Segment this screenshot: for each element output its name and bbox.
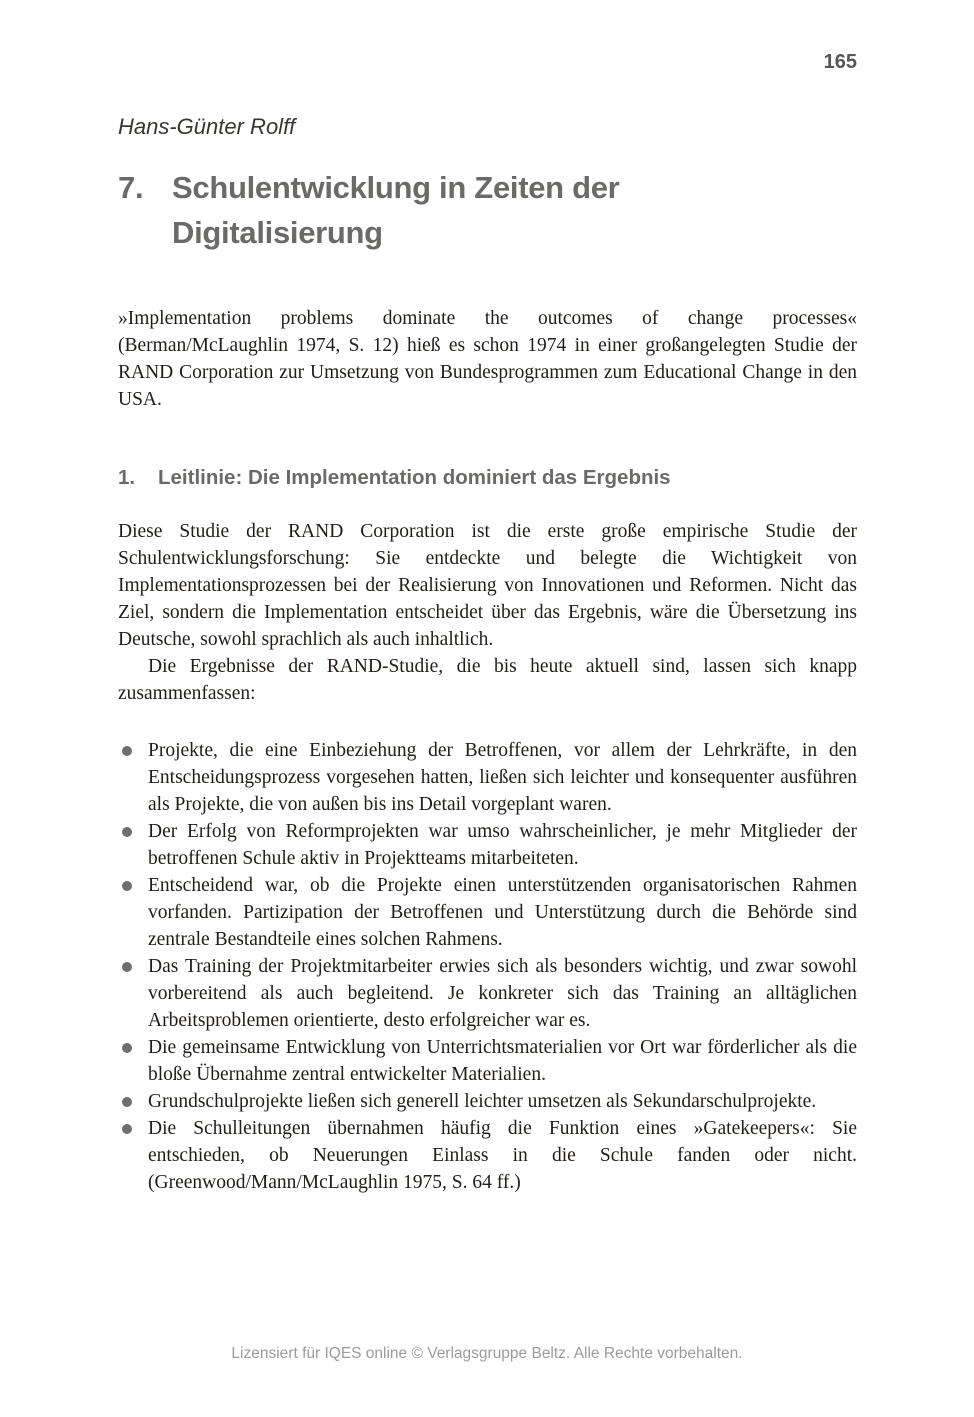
list-item: Projekte, die eine Einbeziehung der Betroffenen, vor allem der Lehrkräfte, in den Entscheidungsprozess vorgesehen hatten, ließen sich leichter und konsequenter ausführen als Projekte, die von außen bis ins Detail vorgeplant waren.: [118, 737, 857, 818]
intro-paragraph: »Implementation problems dominate the outcomes of change processes« (Berman/McLaughlin 1974, S. 12) hieß es schon 1974 in einer großangelegten Studie der RAND Corporation zur Umsetzung von Bundesprogrammen zum Educational Change in den USA.: [118, 308, 857, 410]
list-item: Grundschulprojekte ließen sich generell leichter umsetzen als Sekundarschulprojekte.: [118, 1088, 857, 1115]
list-item: Das Training der Projektmitarbeiter erwies sich als besonders wichtig, und zwar sowohl vorbereitend als auch begleitend. Je konkreter sich das Training an alltäglichen Arbeitsproblemen orientierte, desto erfolgreicher war es.: [118, 953, 857, 1034]
page-number: 165: [823, 51, 857, 73]
section-heading: [118, 465, 857, 491]
author-name: Hans-Günter Rolff: [118, 114, 296, 139]
chapter-heading: [118, 165, 857, 255]
chapter-number: 7.: [118, 170, 144, 205]
section-title: Leitlinie: Die Implementation dominiert das Ergebnis: [158, 466, 671, 489]
body-paragraph-2: Die Ergebnisse der RAND-Studie, die bis heute aktuell sind, lassen sich knapp zusammenfassen:: [118, 656, 857, 704]
list-item: Der Erfolg von Reformprojekten war umso wahrscheinlicher, je mehr Mitglieder der betroffenen Schule aktiv in Projektteams mitarbeiteten.: [118, 818, 857, 872]
license-footer: Lizensiert für IQES online © Verlagsgruppe Beltz. Alle Rechte vorbehalten.: [231, 1345, 743, 1362]
list-item: Entscheidend war, ob die Projekte einen unterstützenden organisatorischen Rahmen vorfanden. Partizipation der Betroffenen und Unterstützung durch die Behörde sind zentrale Bestandteile eines solchen Rahmens.: [118, 872, 857, 953]
list-item: Die Schulleitungen übernahmen häufig die Funktion eines »Gatekeepers«: Sie entschieden, ob Neuerungen Einlass in die Schule fanden oder nicht. (Greenwood/Mann/McLaughlin 1975, S. 64 ff.): [118, 1115, 857, 1196]
body-paragraph-1: Diese Studie der RAND Corporation ist die erste große empirische Studie der Schulentwicklungsforschung: Sie entdeckte und belegte die Wichtigkeit von Implementationsprozessen bei der Realisierung von Innovationen und Reformen. Nicht das Ziel, sondern die Implementation entscheidet über das Ergebnis, wäre die Übersetzung ins Deutsche, sowohl sprachlich als auch inhaltlich.: [118, 521, 857, 650]
section-number: 1.: [118, 466, 136, 489]
results-list: [118, 737, 857, 1196]
chapter-title: Schulentwicklung in Zeiten der Digitalisierung: [172, 170, 620, 250]
list-item: Die gemeinsame Entwicklung von Unterrichtsmaterialien vor Ort war förderlicher als die bloße Übernahme zentral entwickelter Materialien.: [118, 1034, 857, 1088]
section-body: [118, 518, 857, 707]
